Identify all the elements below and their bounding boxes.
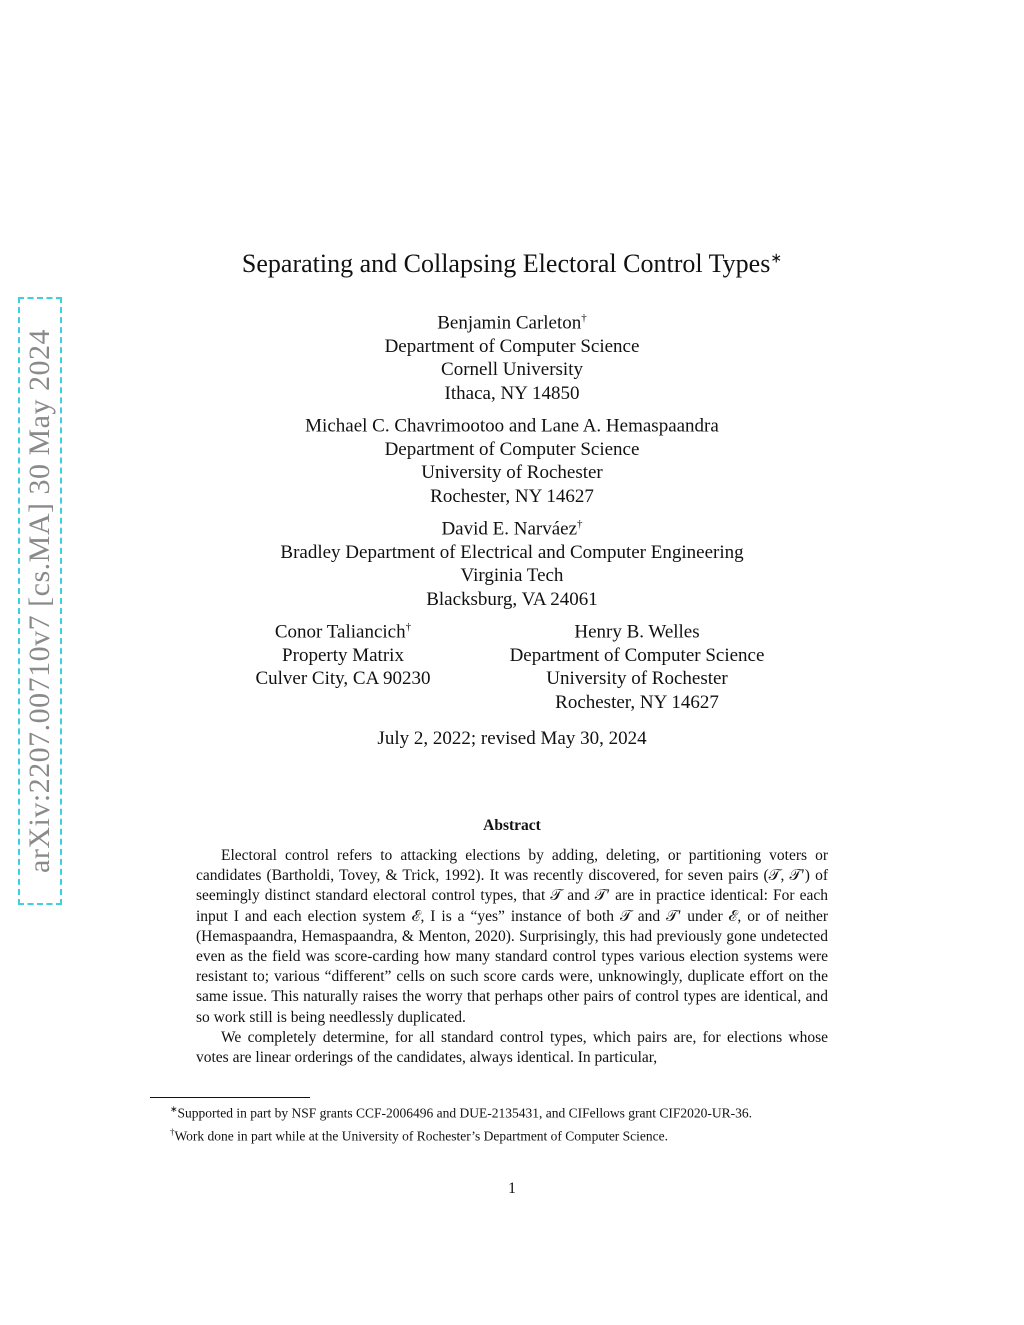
abstract-heading: Abstract (483, 817, 541, 834)
author-name: Michael C. Chavrimootoo and Lane A. Hemaspaandra (305, 415, 719, 437)
abstract-paragraph: Electoral control refers to attacking elections by adding, deleting, or partitioning voters or candidates (Bartholdi, Tovey, & Trick, 1992). It was recently discovered, for seven pairs (𝒯, 𝒯′) of seemingly distinct standard electoral control types, that 𝒯 and 𝒯′ are in practice identical: For each input I and each election system ℰ, I is a “yes” instance of both 𝒯 and 𝒯′ under ℰ, or of neither (Hemaspaandra, Hemaspaandra, & Menton, 2020). Surprisingly, this had previously gone undetected even as the field was score-carding how many standard control types various election systems were resistant to; various “different” cells on such score cards were, unknowingly, duplicate effort on the same issue. This naturally raises the worry that perhaps other pairs of control types are identical, and so work still is being needlessly duplicated. (196, 847, 828, 1026)
footnotes (150, 1100, 890, 1145)
author-column-right (482, 616, 792, 714)
paper-title-text: Separating and Collapsing Electoral Control Types (241, 249, 771, 278)
author-block-1 (0, 307, 1024, 405)
affiliation-line: Cornell University (441, 359, 583, 381)
paper-title (0, 249, 1024, 279)
author-name: Conor Taliancich† (274, 621, 412, 643)
affiliation-line: Department of Computer Science (509, 644, 765, 666)
footnote: †Work done in part while at the University of Rochester’s Department of Computer Science. (170, 1126, 669, 1143)
affiliation-line: Bradley Department of Electrical and Computer Engineering (280, 541, 744, 563)
author-name: David E. Narváez† (441, 518, 583, 540)
affiliation-line: Rochester, NY 14627 (555, 691, 719, 713)
abstract-paragraph: We completely determine, for all standard control types, which pairs are, for elections whose votes are linear orderings of the candidates, always identical. In particular, (196, 1028, 828, 1067)
affiliation-line: University of Rochester (421, 462, 603, 484)
affiliation-line: Ithaca, NY 14850 (444, 382, 580, 404)
footnote-rule (150, 1097, 310, 1098)
title-footnote-mark: ∗ (770, 251, 783, 267)
affiliation-line: Rochester, NY 14627 (430, 485, 594, 507)
affiliation-line: University of Rochester (546, 668, 728, 690)
affiliation-line: Department of Computer Science (384, 438, 640, 460)
author-block-3 (0, 513, 1024, 611)
author-name: Henry B. Welles (574, 621, 700, 643)
affiliation-line: Department of Computer Science (384, 335, 640, 357)
affiliation-line: Property Matrix (282, 644, 404, 666)
affiliation-line: Blacksburg, VA 24061 (426, 588, 598, 610)
affiliation-line: Virginia Tech (460, 565, 564, 587)
paper-date: July 2, 2022; revised May 30, 2024 (377, 728, 647, 749)
page-number: 1 (508, 1180, 516, 1197)
author-block-2 (0, 410, 1024, 508)
footnote: ∗Supported in part by NSF grants CCF-2006496 and DUE-2135431, and CIFellows grant CIF2020-UR-36. (170, 1104, 753, 1121)
arxiv-id: arXiv:2207.00710v7 [cs.MA] 30 May 2024 (23, 329, 56, 873)
author-column-left (232, 616, 454, 691)
abstract-body (196, 846, 828, 1068)
author-name: Benjamin Carleton† (437, 312, 587, 334)
affiliation-line: Culver City, CA 90230 (255, 668, 431, 690)
